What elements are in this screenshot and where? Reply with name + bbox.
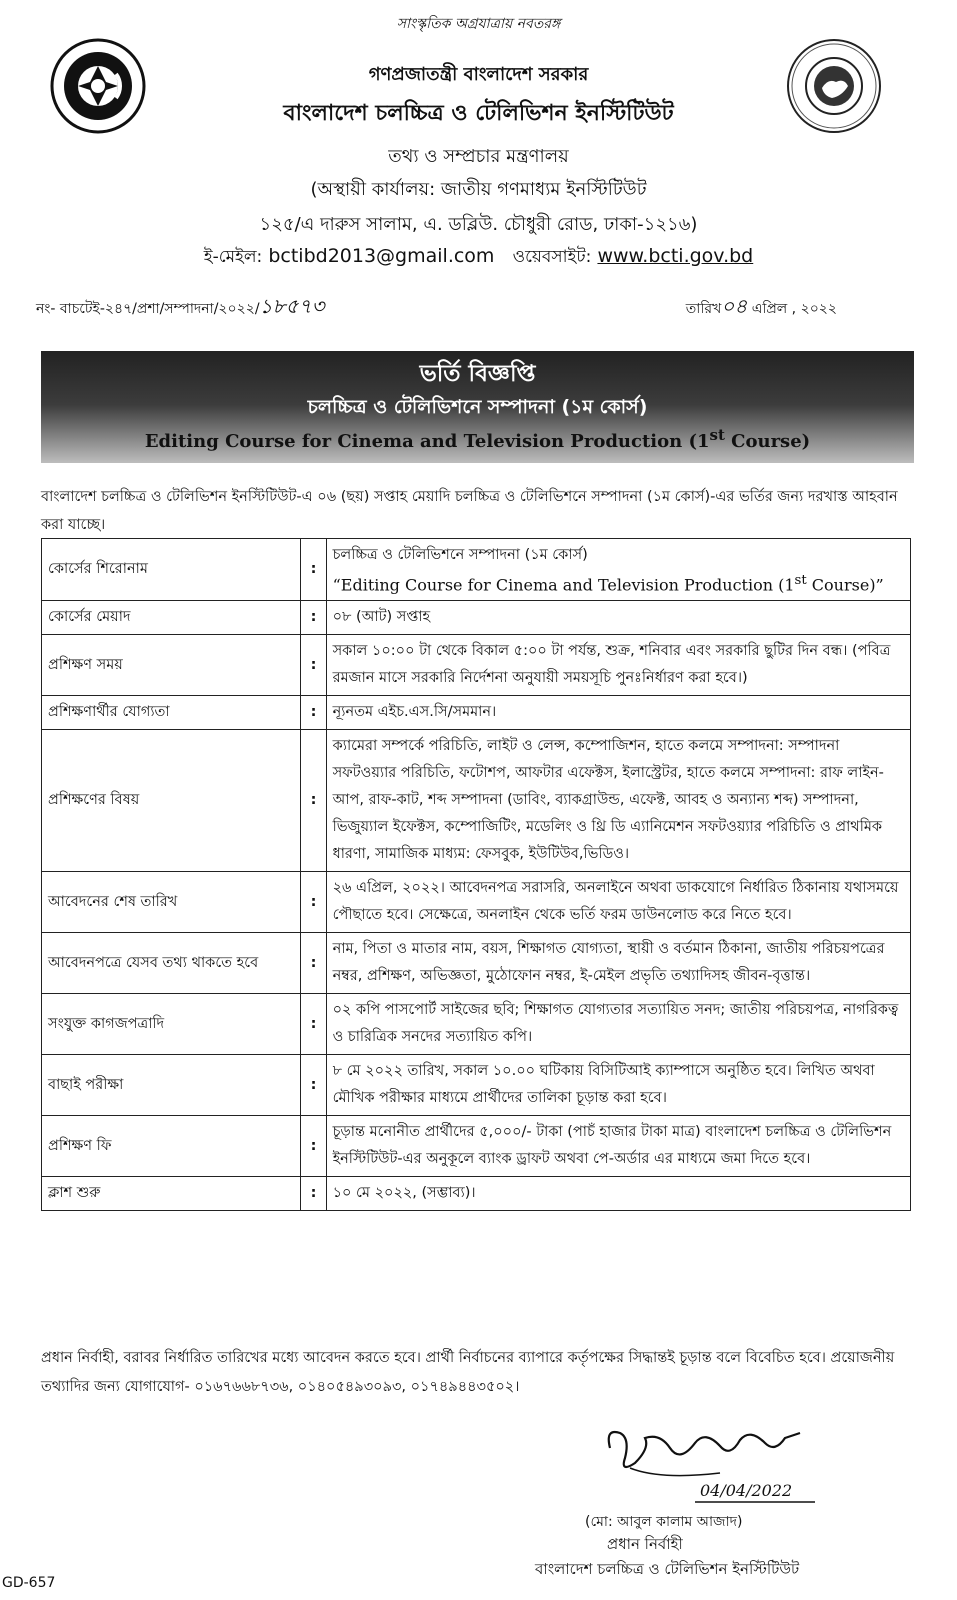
row-value: ২৬ এপ্রিল, ২০২২। আবেদনপত্র সরাসরি, অনলাইনে অথবা ডাকযোগে নির্ধারিত ঠিকানায় যথাসময়ে পৌছাতে হবে। সেক্ষেত্রে, অনলাইন থেকে ভর্তি ফরম ডাউনলোড করে নিতে হবে।	[326, 872, 910, 933]
row-label: প্রশিক্ষণের বিষয়	[42, 730, 301, 872]
gov-name: গণপ্রজাতন্ত্রী বাংলাদেশ সরকার	[368, 64, 589, 85]
row-colon: :	[301, 933, 326, 994]
row-label: আবেদনের শেষ তারিখ	[42, 872, 301, 933]
row-colon: :	[301, 1055, 326, 1116]
row-value: সকাল ১০:০০ টা থেকে বিকাল ৫:০০ টা পর্যন্ত, শুক্র, শনিবার এবং সরকারি ছুটির দিন বন্ধ। (পবিত্র রমজান মাসে সরকারি নির্দেশনা অনুযায়ী সময়সূচি পুনঃনির্ধারণ করা হবে।)	[326, 635, 910, 696]
row-colon: :	[301, 539, 326, 601]
signature-icon	[600, 1418, 840, 1508]
row-colon: :	[301, 696, 326, 730]
banner-en-sup: st	[709, 426, 725, 444]
table-row	[42, 730, 911, 872]
tagline: সাংস্কৃতিক অগ্রযাত্রায় নবতরঙ্গ	[396, 16, 561, 32]
row-colon: :	[301, 635, 326, 696]
row-value	[326, 539, 910, 601]
date-rest: এপ্রিল , ২০২২	[747, 301, 837, 317]
row-label: ক্লাশ শুরু	[42, 1177, 301, 1211]
title-banner	[41, 351, 914, 463]
row-colon: :	[301, 1116, 326, 1177]
memo-prefix: নং- বাচটেই-২৪৭/প্রশা/সম্পাদনা/২০২২/	[36, 301, 260, 317]
course-title-en	[333, 569, 904, 597]
row-label: বাছাই পরীক্ষা	[42, 1055, 301, 1116]
contact-line	[0, 244, 957, 272]
course-info-table	[41, 538, 911, 1211]
row-label: প্রশিক্ষণ সময়	[42, 635, 301, 696]
date-label: তারিখ	[685, 301, 722, 317]
row-label: সংযুক্ত কাগজপত্রাদি	[42, 994, 301, 1055]
table-row	[42, 1116, 911, 1177]
email-link[interactable]: bctibd2013@gmail.com	[268, 245, 495, 267]
row-value: ন্যূনতম এইচ.এস.সি/সমমান।	[326, 696, 910, 730]
table-row	[42, 1055, 911, 1116]
course-title-en-end: Course)”	[806, 575, 884, 595]
row-value: নাম, পিতা ও মাতার নাম, বয়স, শিক্ষাগত যোগ্যতা, স্থায়ী ও বর্তমান ঠিকানা, জাতীয় পরিচয়পত্রের নম্বর, প্রশিক্ষণ, অভিজ্ঞতা, মুঠোফোন নম্বর, ই-মেইল প্রভৃতি তথ্যাদিসহ জীবন-বৃত্তান্ত।	[326, 933, 910, 994]
row-label: প্রশিক্ষণার্থীর যোগ্যতা	[42, 696, 301, 730]
signatory-org: বাংলাদেশ চলচ্চিত্র ও টেলিভিশন ইনস্টিটিউট	[535, 1560, 800, 1578]
row-value: ১০ মে ২০২২, (সম্ভাব্য)।	[326, 1177, 910, 1211]
row-value: ৮ মে ২০২২ তারিখ, সকাল ১০.০০ ঘটিকায় বিসিটিআই ক্যাম্পাসে অনুষ্ঠিত হবে। লিখিত অথবা মৌখিক পরীক্ষার মাধ্যমে প্রার্থীদের তালিকা চূড়ান্ত করা হবে।	[326, 1055, 910, 1116]
memo-date	[686, 292, 837, 325]
row-value: চূড়ান্ত মনোনীত প্রার্থীদের ৫,০০০/- টাকা (পাচঁ হাজার টাকা মাত্র) বাংলাদেশ চলচ্চিত্র ও টেলিভিশন ইনস্টিটিউট-এর অনুকূলে ব্যাংক ড্রাফট অথবা পে-অর্ডার এর মাধ্যমে জমা দিতে হবে।	[326, 1116, 910, 1177]
memo-hand-number: ১৮৫৭৩	[259, 294, 325, 318]
row-value: ক্যামেরা সম্পর্কে পরিচিতি, লাইট ও লেন্স, কম্পোজিশন, হাতে কলমে সম্পাদনা: সম্পাদনা সফটওয়্যার পরিচিতি, ফটোশপ, আফটার এফেক্টস, ইলাস্ট্রেটর, হাতে কলমে সম্পাদনা: রাফ লাইন-আপ, রাফ-কাট, শব্দ সম্পাদনা (ডাবিং, ব্যাকগ্রাউন্ড, এফেক্ট, আবহ ও অন্যান্য শব্দ) সম্পাদনা, ভিজুয়্যাল ইফেক্টস, কম্পোজিটিং, মডেলিং ও থ্রি ডি এ্যানিমেশন সফটওয়্যার পরিচিতি ও প্রাথমিক ধারণা, সামাজিক মাধ্যম: ফেসবুক, ইউটিউব,ভিডিও।	[326, 730, 910, 872]
row-value: ০৮ (আট) সপ্তাহ	[326, 601, 910, 635]
table-row	[42, 539, 911, 601]
email-label: ই-মেইল:	[203, 247, 263, 267]
row-colon: :	[301, 601, 326, 635]
website-label: ওয়েবসাইট:	[512, 247, 592, 267]
table-row	[42, 635, 911, 696]
date-hand: ০৪	[721, 294, 748, 318]
course-title-en-text: “Editing Course for Cinema and Television Production (1	[332, 575, 795, 595]
row-colon: :	[301, 872, 326, 933]
table-row	[42, 994, 911, 1055]
banner-title: ভর্তি বিজ্ঞপ্তি	[419, 361, 536, 387]
intro-paragraph: বাংলাদেশ চলচ্চিত্র ও টেলিভিশন ইনস্টিটিউট-এ ০৬ (ছয়) সপ্তাহ মেয়াদি চলচ্চিত্র ও টেলিভিশনে সম্পাদনা (১ম কোর্স)-এর ভর্তির জন্য দরখাস্ত আহবান করা যাচ্ছে।	[41, 489, 898, 533]
row-colon: :	[301, 730, 326, 872]
banner-subtitle-bn: চলচ্চিত্র ও টেলিভিশনে সম্পাদনা (১ম কোর্স)	[307, 396, 648, 418]
row-label: কোর্সের মেয়াদ	[42, 601, 301, 635]
table-row	[42, 696, 911, 730]
footer-note: প্রধান নির্বাহী, বরাবর নির্ধারিত তারিখের মধ্যে আবেদন করতে হবে। প্রার্থী নির্বাচনের ব্যাপারে কর্তৃপক্ষের সিদ্ধান্তই চূড়ান্ত বলে বিবেচিত হবে। প্রয়োজনীয় তথ্যাদির জন্য যোগাযোগ- ০১৬৭৬৬৮৭৩৬, ০১৪০৫৪৯৩০৯৩, ০১৭৪৯৪৪৩৫০২।	[41, 1350, 895, 1395]
banner-en-text: Editing Course for Cinema and Television Production (1	[144, 431, 710, 452]
course-title-bn: চলচ্চিত্র ও টেলিভিশনে সম্পাদনা (১ম কোর্স)	[332, 547, 588, 563]
institute-name: বাংলাদেশ চলচ্চিত্র ও টেলিভিশন ইনস্টিটিউট	[283, 101, 674, 126]
banner-en-end: Course)	[724, 431, 811, 452]
table-row	[42, 933, 911, 994]
row-colon: :	[301, 1177, 326, 1211]
row-colon: :	[301, 994, 326, 1055]
table-row	[42, 601, 911, 635]
row-label: আবেদনপত্রে যেসব তথ্য থাকতে হবে	[42, 933, 301, 994]
svg-text:04/04/2022: 04/04/2022	[700, 1481, 793, 1500]
website-link[interactable]: www.bcti.gov.bd	[597, 245, 754, 267]
signatory-title: প্রধান নির্বাহী	[607, 1535, 683, 1553]
row-value: ০২ কপি পাসপোর্ট সাইজের ছবি; শিক্ষাগত যোগ্যতার সত্যায়িত সনদ; জাতীয় পরিচয়পত্র, নাগরিকত্ব ও চারিত্রিক সনদের সত্যায়িত কপি।	[326, 994, 910, 1055]
gd-code: GD-657	[2, 1575, 56, 1591]
office-line: (অস্থায়ী কার্যালয়: জাতীয় গণমাধ্যম ইনস্টিটিউট	[310, 179, 647, 200]
row-label: প্রশিক্ষণ ফি	[42, 1116, 301, 1177]
table-row	[42, 1177, 911, 1211]
course-title-en-sup: st	[794, 573, 807, 588]
memo-number	[36, 292, 325, 325]
address-line: ১২৫/এ দারুস সালাম, এ. ডব্লিউ. চৌধুরী রোড, ঢাকা-১২১৬)	[259, 214, 698, 235]
banner-subtitle-en	[41, 426, 914, 452]
ministry-name: তথ্য ও সম্প্রচার মন্ত্রণালয়	[388, 146, 569, 167]
row-label: কোর্সের শিরোনাম	[42, 539, 301, 601]
table-row	[42, 872, 911, 933]
signatory-name: (মো: আবুল কালাম আজাদ)	[585, 1514, 743, 1530]
